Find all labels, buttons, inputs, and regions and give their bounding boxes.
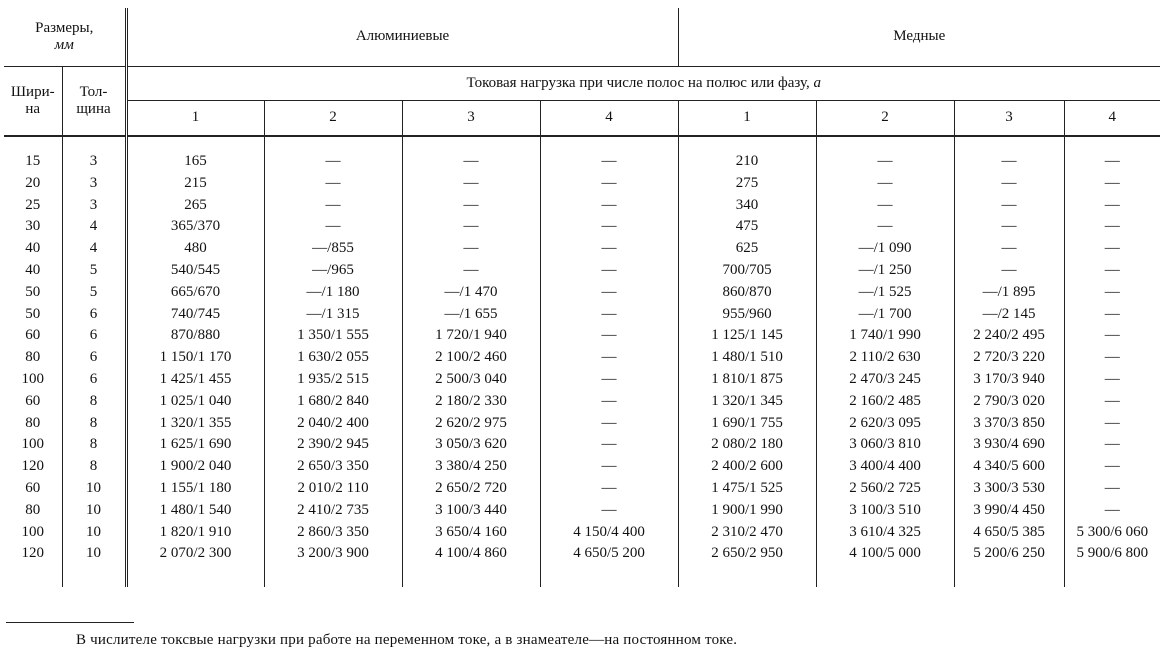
table-cell: 2 010/2 110 (264, 478, 402, 500)
table-row (4, 195, 1160, 217)
table-cell: 50 (25, 305, 41, 322)
table-cell: — (264, 173, 402, 195)
table-cell: 2 070/2 300 (126, 543, 264, 587)
table-cell: 700/705 (678, 260, 816, 282)
table-cell: 2 620/2 975 (402, 413, 540, 435)
table-cell: — (540, 369, 678, 391)
strip-count-header: 3 (402, 100, 540, 136)
table-cell: 340 (678, 195, 816, 217)
table-cell: — (954, 136, 1064, 173)
table-cell: 1 320/1 345 (678, 391, 816, 413)
table-cell: — (816, 195, 954, 217)
table-cell: 4 650/5 200 (540, 543, 678, 587)
table-cell: 1 320/1 355 (126, 413, 264, 435)
table-cell: 4 (62, 216, 126, 238)
table-cell: 10 (62, 500, 126, 522)
table-cell: 740/745 (126, 304, 264, 326)
table-cell: 120 (21, 545, 44, 562)
table-cell: 2 040/2 400 (264, 413, 402, 435)
strip-count-header: 2 (816, 100, 954, 136)
table-cell: 4 (62, 238, 126, 260)
table-cell: 2 110/2 630 (816, 347, 954, 369)
table-cell: —/1 700 (816, 304, 954, 326)
table-cell: —/1 090 (816, 238, 954, 260)
table-cell: — (540, 325, 678, 347)
table-cell: — (264, 195, 402, 217)
table-cell: 2 500/3 040 (402, 369, 540, 391)
table-cell: 2 650/2 720 (402, 478, 540, 500)
table-cell: 475 (678, 216, 816, 238)
table-cell: 60 (25, 479, 41, 496)
table-cell: — (1064, 325, 1160, 347)
table-cell: 860/870 (678, 282, 816, 304)
table-cell: — (540, 216, 678, 238)
table-cell: 1 935/2 515 (264, 369, 402, 391)
table-cell: — (540, 136, 678, 173)
load-header (126, 66, 1160, 100)
table-cell: — (1064, 260, 1160, 282)
table-cell: 1 125/1 145 (678, 325, 816, 347)
table-cell: 2 100/2 460 (402, 347, 540, 369)
table-cell: — (402, 216, 540, 238)
table-cell: 2 560/2 725 (816, 478, 954, 500)
sizes-header (4, 8, 126, 66)
table-cell: 2 160/2 485 (816, 391, 954, 413)
table-cell: — (816, 173, 954, 195)
table-cell: — (1064, 434, 1160, 456)
table-cell: 80 (25, 501, 41, 518)
table-cell: 265 (126, 195, 264, 217)
table-cell: —/965 (264, 260, 402, 282)
footnote-rule (6, 622, 134, 623)
table-cell: — (264, 216, 402, 238)
table-cell: 215 (126, 173, 264, 195)
table-cell: 3 380/4 250 (402, 456, 540, 478)
table-cell: 1 820/1 910 (126, 522, 264, 544)
table-cell: 3 930/4 690 (954, 434, 1064, 456)
table-cell: 3 060/3 810 (816, 434, 954, 456)
table-row (4, 304, 1160, 326)
table-cell: — (402, 136, 540, 173)
table-cell: 3 050/3 620 (402, 434, 540, 456)
table-cell: — (540, 500, 678, 522)
strip-count-header: 4 (1064, 100, 1160, 136)
table-cell: — (402, 173, 540, 195)
table-cell: 3 650/4 160 (402, 522, 540, 544)
table-cell: 10 (62, 522, 126, 544)
table-cell: 1 720/1 940 (402, 325, 540, 347)
table-cell: — (1064, 304, 1160, 326)
table-cell: 2 310/2 470 (678, 522, 816, 544)
sizes-unit: мм (54, 36, 74, 53)
table-cell: 2 180/2 330 (402, 391, 540, 413)
table-cell: 625 (678, 238, 816, 260)
table-cell: — (816, 216, 954, 238)
table-cell: — (954, 173, 1064, 195)
table-cell: 1 480/1 540 (126, 500, 264, 522)
table-cell: 30 (25, 218, 41, 235)
table-cell: — (540, 260, 678, 282)
load-unit: а (813, 74, 821, 91)
table-cell: —/1 655 (402, 304, 540, 326)
table-cell: —/1 180 (264, 282, 402, 304)
table-row (4, 369, 1160, 391)
table-cell: 10 (62, 543, 126, 587)
table-cell: — (540, 304, 678, 326)
table-body (4, 136, 1160, 587)
table-cell: 6 (62, 347, 126, 369)
table-row (4, 522, 1160, 544)
strip-count-header: 3 (954, 100, 1064, 136)
table-cell: — (402, 238, 540, 260)
table-row (4, 347, 1160, 369)
table-cell: —/1 470 (402, 282, 540, 304)
table-row (4, 413, 1160, 435)
table-cell: — (816, 136, 954, 173)
table-cell: 5 900/6 800 (1064, 543, 1160, 587)
table-cell: 1 680/2 840 (264, 391, 402, 413)
table-cell: 1 155/1 180 (126, 478, 264, 500)
table-cell: — (954, 195, 1064, 217)
table-cell: 165 (126, 136, 264, 173)
table-cell: 15 (25, 153, 41, 169)
table-cell: — (1064, 238, 1160, 260)
table-cell: 540/545 (126, 260, 264, 282)
table-cell: — (954, 260, 1064, 282)
table-row (4, 478, 1160, 500)
table-cell: 5 (62, 260, 126, 282)
table-cell: 4 650/5 385 (954, 522, 1064, 544)
table-cell: 365/370 (126, 216, 264, 238)
table-cell: 3 (62, 195, 126, 217)
table-row (4, 216, 1160, 238)
strip-count-header: 2 (264, 100, 402, 136)
table-cell: 8 (62, 391, 126, 413)
table-cell: 1 025/1 040 (126, 391, 264, 413)
table-cell: — (954, 216, 1064, 238)
table-cell: 60 (25, 392, 41, 409)
table-row (4, 456, 1160, 478)
table-cell: —/1 250 (816, 260, 954, 282)
table-cell: 210 (678, 136, 816, 173)
table-cell: 2 860/3 350 (264, 522, 402, 544)
table-cell: 8 (62, 434, 126, 456)
table-cell: 6 (62, 369, 126, 391)
table-cell: 120 (21, 458, 44, 475)
table-cell: — (954, 238, 1064, 260)
table-cell: — (1064, 347, 1160, 369)
table-cell: — (402, 195, 540, 217)
table-cell: 3 100/3 510 (816, 500, 954, 522)
table-cell: 100 (21, 370, 44, 387)
table-cell: 1 900/2 040 (126, 456, 264, 478)
table-cell: — (540, 391, 678, 413)
table-cell: — (264, 136, 402, 173)
table-cell: 3 990/4 450 (954, 500, 1064, 522)
table-cell: 1 630/2 055 (264, 347, 402, 369)
table-cell: 2 400/2 600 (678, 456, 816, 478)
table-cell: 100 (21, 523, 44, 540)
current-load-table (4, 8, 1160, 587)
table-cell: 25 (25, 196, 41, 213)
copper-header: Медные (678, 8, 1160, 66)
table-cell: —/2 145 (954, 304, 1064, 326)
table-row (4, 260, 1160, 282)
table-cell: 3 170/3 940 (954, 369, 1064, 391)
table-cell: 2 240/2 495 (954, 325, 1064, 347)
table-cell: 40 (25, 261, 41, 278)
table-cell: 480 (126, 238, 264, 260)
table-cell: 2 470/3 245 (816, 369, 954, 391)
table-cell: 5 (62, 282, 126, 304)
table-cell: 1 425/1 455 (126, 369, 264, 391)
table-cell: 870/880 (126, 325, 264, 347)
table-cell: 3 400/4 400 (816, 456, 954, 478)
table-cell: — (1064, 413, 1160, 435)
load-label: Токовая нагрузка при числе полос на полюс или фазу, (466, 74, 814, 91)
table-cell: 955/960 (678, 304, 816, 326)
table-cell: 1 150/1 170 (126, 347, 264, 369)
table-cell: 4 150/4 400 (540, 522, 678, 544)
table-cell: — (540, 347, 678, 369)
table-cell: 3 (62, 173, 126, 195)
table-cell: 3 100/3 440 (402, 500, 540, 522)
table-cell: 3 610/4 325 (816, 522, 954, 544)
table-cell: —/855 (264, 238, 402, 260)
table-row (4, 282, 1160, 304)
table-cell: — (540, 413, 678, 435)
table-row (4, 173, 1160, 195)
table-row (4, 325, 1160, 347)
table-cell: —/1 315 (264, 304, 402, 326)
table-cell: 60 (25, 327, 41, 344)
table-cell: 275 (678, 173, 816, 195)
table-row (4, 500, 1160, 522)
table-cell: 3 300/3 530 (954, 478, 1064, 500)
table-cell: 1 350/1 555 (264, 325, 402, 347)
table-cell: 80 (25, 414, 41, 431)
table-cell: — (540, 434, 678, 456)
footnote: В числителе токсвые нагрузки при работе на переменном токе, а в знамеателе—на постоянном токе. (76, 632, 738, 648)
strip-count-header: 4 (540, 100, 678, 136)
strip-count-header: 1 (678, 100, 816, 136)
table-cell: 4 340/5 600 (954, 456, 1064, 478)
table-cell: 3 200/3 900 (264, 543, 402, 587)
table-cell: 2 720/3 220 (954, 347, 1064, 369)
width-header: Шири- на (4, 66, 62, 136)
aluminum-header: Алюминиевые (126, 8, 678, 66)
table-cell: 4 100/5 000 (816, 543, 954, 587)
table-cell: 8 (62, 456, 126, 478)
table-cell: 2 390/2 945 (264, 434, 402, 456)
table-cell: 5 300/6 060 (1064, 522, 1160, 544)
table-cell: — (540, 478, 678, 500)
table-cell: — (1064, 369, 1160, 391)
table-cell: 3 (62, 136, 126, 173)
table-row (4, 238, 1160, 260)
table-cell: 1 690/1 755 (678, 413, 816, 435)
table-cell: 1 480/1 510 (678, 347, 816, 369)
table-cell: 2 790/3 020 (954, 391, 1064, 413)
table-cell: — (1064, 478, 1160, 500)
table-cell: — (1064, 216, 1160, 238)
table-cell: — (540, 456, 678, 478)
thickness-header: Тол- щина (62, 66, 126, 136)
table-cell: — (540, 173, 678, 195)
table-cell: 80 (25, 349, 41, 366)
table-cell: — (1064, 195, 1160, 217)
table-row (4, 434, 1160, 456)
table-cell: 1 625/1 690 (126, 434, 264, 456)
table-cell: 3 370/3 850 (954, 413, 1064, 435)
table-cell: 1 740/1 990 (816, 325, 954, 347)
table-cell: 2 410/2 735 (264, 500, 402, 522)
sizes-label: Размеры, (35, 19, 94, 36)
table-row (4, 136, 1160, 173)
table-cell: 2 080/2 180 (678, 434, 816, 456)
table-cell: 4 100/4 860 (402, 543, 540, 587)
table-cell: 8 (62, 413, 126, 435)
table-cell: — (1064, 282, 1160, 304)
table-cell: 1 810/1 875 (678, 369, 816, 391)
table-cell: 40 (25, 240, 41, 257)
table-cell: 1 900/1 990 (678, 500, 816, 522)
table-cell: 6 (62, 304, 126, 326)
table-cell: — (1064, 456, 1160, 478)
table-cell: — (1064, 136, 1160, 173)
table-cell: 665/670 (126, 282, 264, 304)
table-cell: — (540, 195, 678, 217)
table-cell: —/1 525 (816, 282, 954, 304)
table-row (4, 543, 1160, 587)
table-cell: — (402, 260, 540, 282)
table-cell: —/1 895 (954, 282, 1064, 304)
table-cell: — (1064, 173, 1160, 195)
table-cell: 6 (62, 325, 126, 347)
table-cell: 50 (25, 283, 41, 300)
table-cell: 2 620/3 095 (816, 413, 954, 435)
table-cell: 1 475/1 525 (678, 478, 816, 500)
strip-count-header: 1 (126, 100, 264, 136)
table-cell: 100 (21, 436, 44, 453)
table-cell: 2 650/2 950 (678, 543, 816, 587)
table-cell: — (540, 238, 678, 260)
table-cell: 5 200/6 250 (954, 543, 1064, 587)
table-cell: 10 (62, 478, 126, 500)
table-cell: — (540, 282, 678, 304)
table-cell: — (1064, 500, 1160, 522)
table-cell: 2 650/3 350 (264, 456, 402, 478)
table-cell: 20 (25, 174, 41, 191)
table-cell: — (1064, 391, 1160, 413)
table-row (4, 391, 1160, 413)
